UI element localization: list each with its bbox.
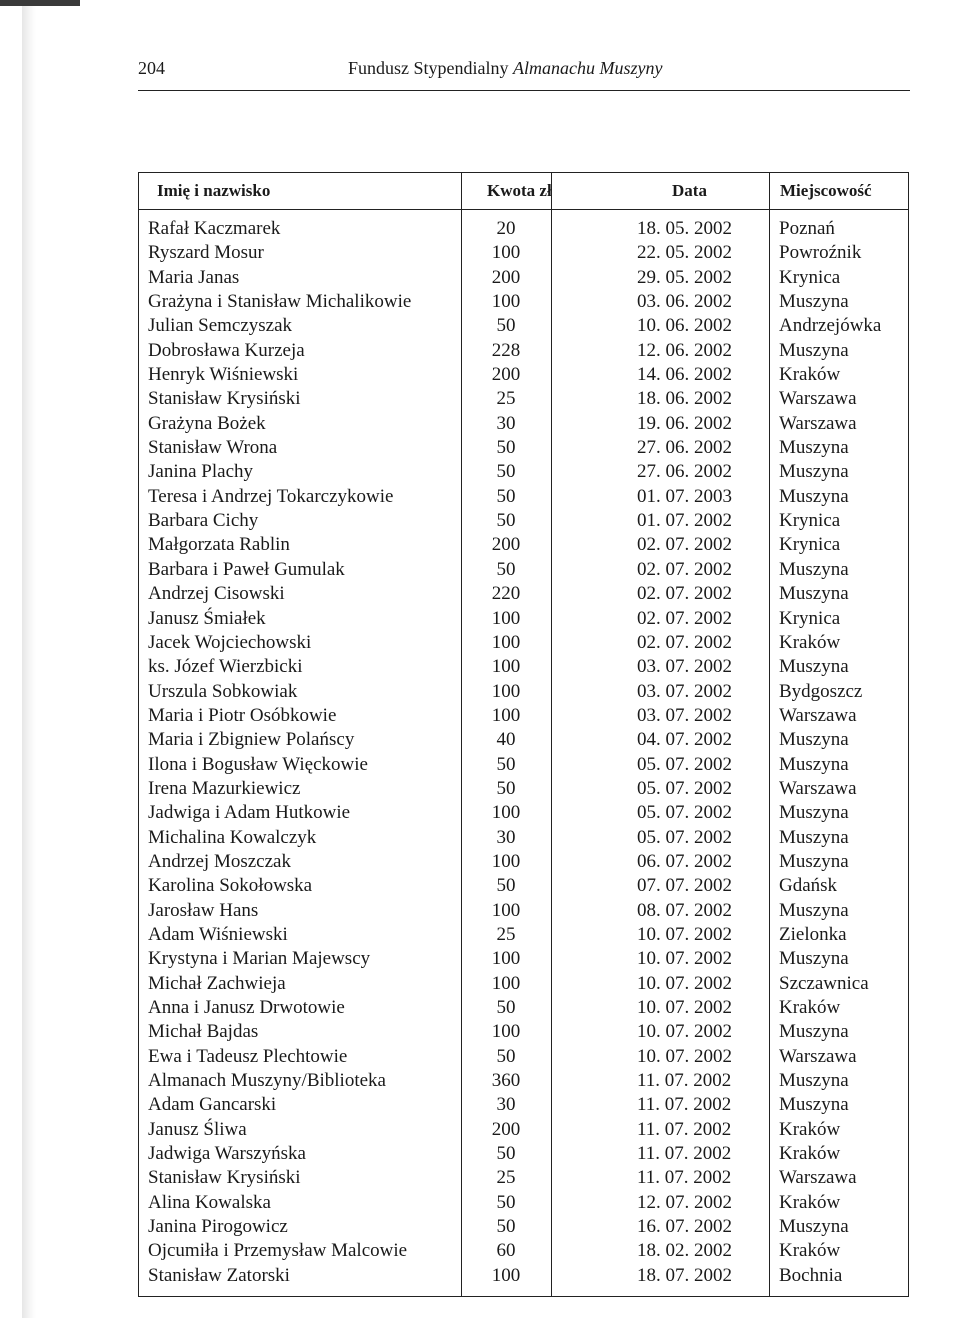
cell-place: Krynica <box>779 510 841 532</box>
cell-place: Muszyna <box>779 558 849 580</box>
cell-place: Kraków <box>779 631 841 653</box>
cell-amount: 200 <box>491 1118 521 1140</box>
cell-place: Krynica <box>779 534 841 556</box>
cell-place: Bydgoszcz <box>779 680 863 702</box>
cell-date: 11. 07. 2002 <box>637 1070 732 1092</box>
table-row <box>139 1069 908 1093</box>
cell-date: 11. 07. 2002 <box>637 1094 732 1116</box>
cell-date: 11. 07. 2002 <box>637 1143 732 1165</box>
cell-name: Anna i Janusz Drwotowie <box>148 997 345 1018</box>
cell-amount: 228 <box>491 339 521 361</box>
cell-place: Muszyna <box>779 729 849 751</box>
cell-name: Maria i Zbigniew Polańscy <box>148 729 355 751</box>
cell-date: 03. 07. 2002 <box>637 656 732 678</box>
cell-place: Muszyna <box>779 656 849 678</box>
donations-table <box>138 172 909 1297</box>
cell-place: Powroźnik <box>779 242 862 264</box>
cell-amount: 100 <box>491 899 521 921</box>
cell-name: Ewa i Tadeusz Plechtowie <box>148 1045 348 1067</box>
cell-date: 05. 07. 2002 <box>637 753 732 775</box>
cell-place: Muszyna <box>779 339 849 361</box>
table-row <box>139 533 908 557</box>
column-header-amount: Kwota zł <box>487 181 552 200</box>
page-number: 204 <box>138 58 165 78</box>
cell-amount: 50 <box>496 461 516 483</box>
cell-amount: 100 <box>491 607 521 629</box>
table-body <box>139 217 908 1288</box>
cell-place: Kraków <box>779 1143 841 1165</box>
cell-amount: 100 <box>491 656 521 678</box>
cell-place: Krynica <box>779 266 841 288</box>
cell-name: Grażyna Bożek <box>148 412 266 434</box>
cell-place: Warszawa <box>779 1045 857 1067</box>
cell-name: Janina Plachy <box>148 461 254 483</box>
table-row <box>139 436 908 460</box>
cell-amount: 60 <box>496 1240 516 1262</box>
cell-place: Zielonka <box>779 923 847 945</box>
cell-amount: 40 <box>496 729 516 751</box>
cell-amount: 100 <box>491 1264 521 1286</box>
table-row <box>139 1215 908 1239</box>
cell-place: Muszyna <box>779 802 849 824</box>
cell-place: Andrzejówka <box>779 315 882 337</box>
cell-name: Stanisław Krysiński <box>148 1167 301 1189</box>
cell-amount: 50 <box>496 1045 516 1067</box>
column-header-name: Imię i nazwisko <box>157 181 271 200</box>
cell-name: Jarosław Hans <box>148 899 259 921</box>
cell-amount: 100 <box>491 972 521 994</box>
header-divider <box>139 209 908 210</box>
cell-amount: 100 <box>491 1021 521 1043</box>
cell-amount: 220 <box>491 583 521 605</box>
cell-place: Muszyna <box>779 291 849 313</box>
table-row <box>139 1191 908 1215</box>
cell-date: 12. 07. 2002 <box>637 1191 732 1213</box>
cell-name: Barbara i Paweł Gumulak <box>148 558 345 580</box>
table-row <box>139 850 908 874</box>
cell-date: 08. 07. 2002 <box>637 899 732 921</box>
table-row <box>139 631 908 655</box>
cell-name: Julian Semczyszak <box>148 315 293 337</box>
cell-amount: 50 <box>496 1191 516 1213</box>
cell-date: 10. 07. 2002 <box>637 1045 732 1067</box>
cell-place: Muszyna <box>779 753 849 775</box>
cell-amount: 50 <box>496 315 516 337</box>
cell-amount: 100 <box>491 680 521 702</box>
cell-date: 05. 07. 2002 <box>637 777 732 799</box>
cell-name: Teresa i Andrzej Tokarczykowie <box>148 485 394 507</box>
cell-amount: 360 <box>491 1070 521 1092</box>
scan-corner-mark <box>0 0 80 6</box>
cell-date: 02. 07. 2002 <box>637 631 732 653</box>
table-row <box>139 290 908 314</box>
cell-name: Andrzej Moszczak <box>148 850 291 872</box>
table-row <box>139 1045 908 1069</box>
cell-date: 22. 05. 2002 <box>637 242 732 264</box>
cell-amount: 50 <box>496 1143 516 1165</box>
cell-amount: 100 <box>491 291 521 313</box>
cell-date: 06. 07. 2002 <box>637 850 732 872</box>
table-row <box>139 339 908 363</box>
cell-name: Stanisław Krysiński <box>148 388 301 410</box>
cell-name: Ojcumiła i Przemysław Malcowie <box>148 1240 408 1262</box>
cell-name: Maria Janas <box>148 266 240 288</box>
cell-date: 03. 06. 2002 <box>637 291 732 313</box>
cell-name: Krystyna i Marian Majewscy <box>148 948 371 970</box>
cell-amount: 25 <box>496 923 516 945</box>
cell-place: Muszyna <box>779 485 849 507</box>
cell-date: 10. 06. 2002 <box>637 315 732 337</box>
cell-place: Warszawa <box>779 777 857 799</box>
table-row <box>139 923 908 947</box>
cell-name: Henryk Wiśniewski <box>148 364 299 386</box>
cell-amount: 100 <box>491 948 521 970</box>
cell-name: Michał Bajdas <box>148 1021 259 1043</box>
cell-place: Muszyna <box>779 1216 849 1238</box>
cell-amount: 50 <box>496 1216 516 1238</box>
table-row <box>139 1093 908 1117</box>
cell-place: Szczawnica <box>779 972 869 994</box>
cell-amount: 200 <box>491 364 521 386</box>
cell-name: Michał Zachwieja <box>148 972 286 994</box>
cell-place: Warszawa <box>779 388 857 410</box>
cell-amount: 100 <box>491 242 521 264</box>
cell-name: Grażyna i Stanisław Michalikowie <box>148 291 412 313</box>
cell-amount: 50 <box>496 997 516 1018</box>
cell-date: 02. 07. 2002 <box>637 534 732 556</box>
cell-place: Kraków <box>779 1118 841 1140</box>
table-row <box>139 314 908 338</box>
cell-date: 03. 07. 2002 <box>637 680 732 702</box>
cell-amount: 30 <box>496 412 516 434</box>
cell-place: Muszyna <box>779 461 849 483</box>
scan-shadow-edge <box>22 0 36 1318</box>
cell-date: 02. 07. 2002 <box>637 607 732 629</box>
cell-name: Stanisław Zatorski <box>148 1264 290 1286</box>
cell-amount: 25 <box>496 1167 516 1189</box>
column-header-place: Miejscowość <box>780 181 872 200</box>
cell-name: ks. Józef Wierzbicki <box>148 656 303 678</box>
table-row <box>139 947 908 971</box>
cell-amount: 100 <box>491 631 521 653</box>
cell-date: 16. 07. 2002 <box>637 1216 732 1238</box>
cell-place: Muszyna <box>779 583 849 605</box>
cell-name: Janusz Śliwa <box>148 1118 247 1140</box>
cell-place: Warszawa <box>779 704 857 726</box>
table-row <box>139 266 908 290</box>
cell-name: Jadwiga Warszyńska <box>148 1143 306 1165</box>
cell-place: Kraków <box>779 997 841 1018</box>
running-title-italic: Almanachu Muszyny <box>513 58 663 78</box>
header-rule <box>138 90 910 91</box>
cell-name: Adam Gancarski <box>148 1094 277 1116</box>
cell-date: 18. 06. 2002 <box>637 388 732 410</box>
cell-name: Ryszard Mosur <box>148 242 264 264</box>
cell-amount: 50 <box>496 875 516 897</box>
cell-date: 05. 07. 2002 <box>637 802 732 824</box>
table-row <box>139 1142 908 1166</box>
table-row <box>139 996 908 1020</box>
cell-date: 01. 07. 2002 <box>637 510 732 532</box>
cell-name: Andrzej Cisowski <box>148 583 285 605</box>
cell-place: Warszawa <box>779 412 857 434</box>
table-row <box>139 558 908 582</box>
cell-place: Krynica <box>779 607 841 629</box>
table-row <box>139 607 908 631</box>
cell-name: Urszula Sobkowiak <box>148 680 298 702</box>
cell-name: Barbara Cichy <box>148 510 259 532</box>
cell-place: Gdańsk <box>779 875 838 897</box>
cell-name: Alina Kowalska <box>148 1191 271 1213</box>
table-row <box>139 485 908 509</box>
cell-place: Muszyna <box>779 899 849 921</box>
table-row <box>139 1264 908 1288</box>
cell-name: Karolina Sokołowska <box>148 875 313 897</box>
cell-date: 11. 07. 2002 <box>637 1118 732 1140</box>
cell-place: Kraków <box>779 1191 841 1213</box>
table-row <box>139 874 908 898</box>
cell-date: 02. 07. 2002 <box>637 583 732 605</box>
cell-name: Michalina Kowalczyk <box>148 826 317 848</box>
cell-name: Ilona i Bogusław Więckowie <box>148 753 368 775</box>
table-row <box>139 655 908 679</box>
table-row <box>139 412 908 436</box>
cell-amount: 100 <box>491 704 521 726</box>
cell-amount: 25 <box>496 388 516 410</box>
cell-place: Kraków <box>779 364 841 386</box>
cell-name: Maria i Piotr Osóbkowie <box>148 704 337 726</box>
cell-amount: 50 <box>496 437 516 459</box>
cell-amount: 100 <box>491 802 521 824</box>
table-row <box>139 582 908 606</box>
cell-date: 14. 06. 2002 <box>637 364 732 386</box>
table-row <box>139 728 908 752</box>
cell-place: Muszyna <box>779 850 849 872</box>
table-row <box>139 826 908 850</box>
table-row <box>139 241 908 265</box>
cell-date: 10. 07. 2002 <box>637 1021 732 1043</box>
cell-amount: 50 <box>496 485 516 507</box>
cell-place: Bochnia <box>779 1264 843 1286</box>
column-header-date: Data <box>672 181 707 200</box>
running-title <box>348 58 662 79</box>
table-row <box>139 460 908 484</box>
cell-name: Jacek Wojciechowski <box>148 631 312 653</box>
cell-date: 10. 07. 2002 <box>637 997 732 1018</box>
table-row <box>139 363 908 387</box>
table-row <box>139 753 908 777</box>
cell-date: 10. 07. 2002 <box>637 972 732 994</box>
cell-name: Almanach Muszyny/Biblioteka <box>148 1070 386 1092</box>
cell-date: 18. 02. 2002 <box>637 1240 732 1262</box>
cell-date: 29. 05. 2002 <box>637 266 732 288</box>
cell-name: Jadwiga i Adam Hutkowie <box>148 802 351 824</box>
table-row <box>139 1166 908 1190</box>
cell-place: Muszyna <box>779 1021 849 1043</box>
cell-amount: 200 <box>491 266 521 288</box>
cell-name: Janina Pirogowicz <box>148 1216 288 1238</box>
cell-date: 12. 06. 2002 <box>637 339 732 361</box>
cell-amount: 50 <box>496 777 516 799</box>
cell-date: 19. 06. 2002 <box>637 412 732 434</box>
table-row <box>139 1020 908 1044</box>
running-title-text: Fundusz Stypendialny <box>348 58 513 78</box>
cell-amount: 30 <box>496 1094 516 1116</box>
table-row <box>139 801 908 825</box>
cell-date: 18. 07. 2002 <box>637 1264 732 1286</box>
table-row <box>139 704 908 728</box>
cell-name: Małgorzata Rablin <box>148 534 290 556</box>
cell-name: Irena Mazurkiewicz <box>148 777 301 799</box>
cell-place: Warszawa <box>779 1167 857 1189</box>
cell-date: 18. 05. 2002 <box>637 218 732 239</box>
table-row <box>139 899 908 923</box>
cell-place: Muszyna <box>779 437 849 459</box>
cell-name: Janusz Śmiałek <box>148 607 266 629</box>
cell-amount: 20 <box>496 218 516 239</box>
cell-date: 01. 07. 2003 <box>637 485 732 507</box>
cell-amount: 100 <box>491 850 521 872</box>
cell-amount: 50 <box>496 510 516 532</box>
cell-date: 03. 07. 2002 <box>637 704 732 726</box>
table-row <box>139 217 908 241</box>
cell-date: 04. 07. 2002 <box>637 729 732 751</box>
page-header <box>138 58 908 84</box>
cell-date: 27. 06. 2002 <box>637 437 732 459</box>
table-row <box>139 777 908 801</box>
cell-amount: 50 <box>496 558 516 580</box>
cell-amount: 200 <box>491 534 521 556</box>
cell-place: Muszyna <box>779 1070 849 1092</box>
cell-date: 05. 07. 2002 <box>637 826 732 848</box>
table-row <box>139 1118 908 1142</box>
cell-place: Muszyna <box>779 948 849 970</box>
table-row <box>139 680 908 704</box>
cell-date: 07. 07. 2002 <box>637 875 732 897</box>
cell-place: Muszyna <box>779 826 849 848</box>
cell-amount: 50 <box>496 753 516 775</box>
cell-name: Adam Wiśniewski <box>148 923 288 945</box>
cell-place: Muszyna <box>779 1094 849 1116</box>
cell-place: Kraków <box>779 1240 841 1262</box>
cell-name: Stanisław Wrona <box>148 437 278 459</box>
cell-amount: 30 <box>496 826 516 848</box>
cell-name: Rafał Kaczmarek <box>148 218 281 239</box>
cell-date: 02. 07. 2002 <box>637 558 732 580</box>
cell-name: Dobrosława Kurzeja <box>148 339 305 361</box>
cell-date: 10. 07. 2002 <box>637 948 732 970</box>
cell-date: 10. 07. 2002 <box>637 923 732 945</box>
cell-date: 11. 07. 2002 <box>637 1167 732 1189</box>
table-row <box>139 387 908 411</box>
cell-date: 27. 06. 2002 <box>637 461 732 483</box>
cell-place: Poznań <box>779 218 835 239</box>
table-row <box>139 1239 908 1263</box>
table-row <box>139 972 908 996</box>
table-row <box>139 509 908 533</box>
